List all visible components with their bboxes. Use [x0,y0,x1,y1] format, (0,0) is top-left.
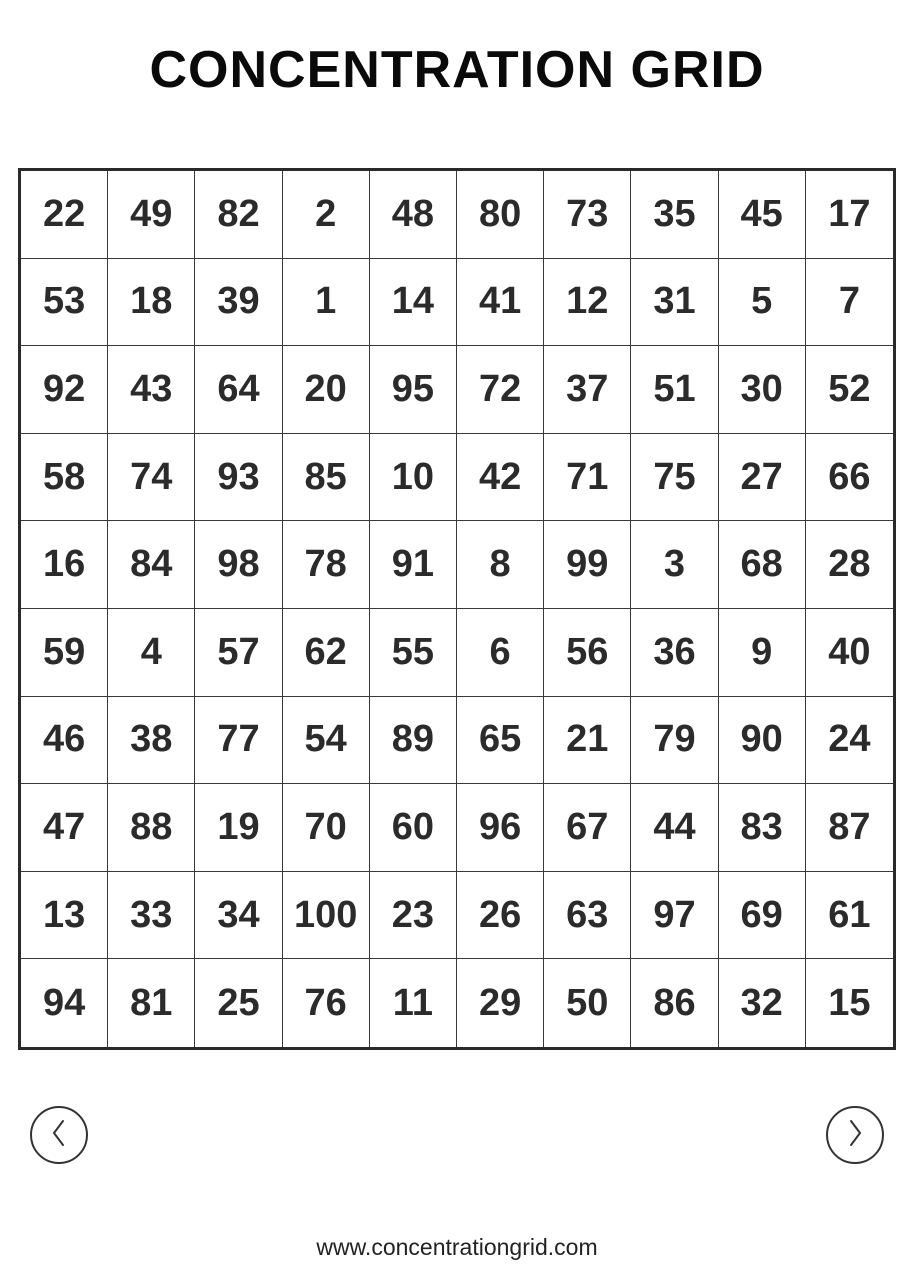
grid-cell[interactable]: 20 [283,346,370,434]
grid-cell[interactable]: 47 [21,784,108,872]
grid-cell[interactable]: 13 [21,872,108,960]
grid-cell[interactable]: 92 [21,346,108,434]
grid-cell[interactable]: 34 [195,872,282,960]
grid-cell[interactable]: 55 [370,609,457,697]
grid-cell[interactable]: 52 [806,346,893,434]
grid-cell[interactable]: 57 [195,609,282,697]
grid-cell[interactable]: 86 [631,959,718,1047]
grid-cell[interactable]: 45 [719,171,806,259]
grid-cell[interactable]: 64 [195,346,282,434]
grid-cell[interactable]: 81 [108,959,195,1047]
footer-url: www.concentrationgrid.com [316,1234,598,1260]
grid-cell[interactable]: 36 [631,609,718,697]
grid-cell[interactable]: 72 [457,346,544,434]
grid-cell[interactable]: 94 [21,959,108,1047]
grid-cell[interactable]: 62 [283,609,370,697]
grid-cell[interactable]: 10 [370,434,457,522]
grid-cell[interactable]: 85 [283,434,370,522]
grid-cell[interactable]: 89 [370,697,457,785]
grid-cell[interactable]: 76 [283,959,370,1047]
grid-cell[interactable]: 33 [108,872,195,960]
grid-cell[interactable]: 68 [719,521,806,609]
grid-cell[interactable]: 15 [828,981,871,1024]
grid-cell[interactable]: 83 [719,784,806,872]
grid-cell[interactable]: 1 [283,259,370,347]
grid-cell[interactable]: 8 [457,521,544,609]
grid-cell[interactable]: 51 [631,346,718,434]
grid-cell[interactable]: 58 [21,434,108,522]
grid-cell[interactable]: 93 [195,434,282,522]
grid-cell[interactable]: 70 [283,784,370,872]
grid-cell[interactable]: 53 [21,259,108,347]
grid-cell[interactable]: 14 [370,259,457,347]
grid-cell[interactable]: 31 [631,259,718,347]
grid-cell[interactable]: 97 [631,872,718,960]
grid-cell[interactable]: 38 [108,697,195,785]
grid-cell[interactable]: 77 [195,697,282,785]
grid-cell[interactable]: 84 [108,521,195,609]
grid-cell[interactable]: 65 [457,697,544,785]
grid-cell[interactable]: 90 [719,697,806,785]
grid-cell[interactable]: 98 [195,521,282,609]
grid-cell[interactable]: 7 [806,259,893,347]
grid-cell[interactable]: 39 [195,259,282,347]
grid-cell[interactable]: 19 [195,784,282,872]
grid-cell[interactable]: 44 [631,784,718,872]
grid-cell[interactable]: 73 [544,171,631,259]
grid-cell[interactable]: 5 [719,259,806,347]
grid-cell[interactable]: 48 [370,171,457,259]
grid-cell[interactable]: 32 [719,959,806,1047]
grid-cell[interactable]: 87 [806,784,893,872]
grid-cell[interactable]: 66 [806,434,893,522]
grid-cell[interactable]: 54 [283,697,370,785]
grid-cell[interactable]: 11 [370,959,457,1047]
grid-cell[interactable]: 24 [806,697,893,785]
grid-cell[interactable]: 3 [631,521,718,609]
grid-cell[interactable]: 42 [457,434,544,522]
grid-cell[interactable]: 9 [719,609,806,697]
grid-cell[interactable]: 60 [370,784,457,872]
grid-cell[interactable]: 37 [544,346,631,434]
grid-cell[interactable]: 35 [631,171,718,259]
grid-cell[interactable]: 88 [108,784,195,872]
grid-cell[interactable]: 6 [457,609,544,697]
grid-cell[interactable]: 99 [544,521,631,609]
grid-cell[interactable]: 40 [806,609,893,697]
next-button[interactable] [826,1106,884,1164]
grid-cell[interactable]: 79 [631,697,718,785]
page-title: CONCENTRATION GRID [149,41,765,99]
grid-cell[interactable]: 71 [544,434,631,522]
grid-cell[interactable]: 17 [806,171,893,259]
grid-cell[interactable]: 25 [195,959,282,1047]
grid-cell[interactable]: 69 [719,872,806,960]
grid-cell[interactable]: 59 [21,609,108,697]
grid-cell[interactable]: 22 [21,171,108,259]
grid-cell[interactable]: 50 [544,959,631,1047]
grid-cell[interactable]: 96 [457,784,544,872]
grid-cell[interactable]: 91 [370,521,457,609]
grid-cell[interactable]: 29 [457,959,544,1047]
grid-cell[interactable]: 26 [457,872,544,960]
grid-cell[interactable]: 63 [544,872,631,960]
grid-cell[interactable]: 2 [283,171,370,259]
grid-cell[interactable]: 4 [108,609,195,697]
grid-cell[interactable]: 74 [108,434,195,522]
chevron-left-icon [48,1118,70,1153]
chevron-right-icon [844,1118,866,1153]
grid-cell[interactable]: 95 [370,346,457,434]
grid-cell[interactable]: 75 [631,434,718,522]
grid-cell[interactable]: 41 [457,259,544,347]
grid-cell[interactable]: 49 [108,171,195,259]
number-grid [18,168,896,1050]
grid-cell[interactable]: 28 [806,521,893,609]
grid-cell[interactable]: 56 [544,609,631,697]
grid-cell[interactable]: 27 [719,434,806,522]
grid-cell[interactable]: 100 [283,872,370,960]
grid-cell[interactable]: 30 [719,346,806,434]
grid-cell[interactable]: 67 [544,784,631,872]
grid-cell[interactable]: 46 [21,697,108,785]
grid-cell[interactable]: 12 [544,259,631,347]
grid-cell[interactable]: 82 [195,171,282,259]
grid-cell[interactable]: 80 [457,171,544,259]
grid-cell[interactable]: 21 [544,697,631,785]
grid-cell[interactable]: 78 [283,521,370,609]
grid-cell[interactable]: 18 [108,259,195,347]
grid-cell[interactable]: 43 [108,346,195,434]
previous-button[interactable] [30,1106,88,1164]
grid-cell[interactable]: 61 [806,872,893,960]
grid-cell[interactable]: 23 [370,872,457,960]
grid-cell[interactable]: 16 [21,521,108,609]
